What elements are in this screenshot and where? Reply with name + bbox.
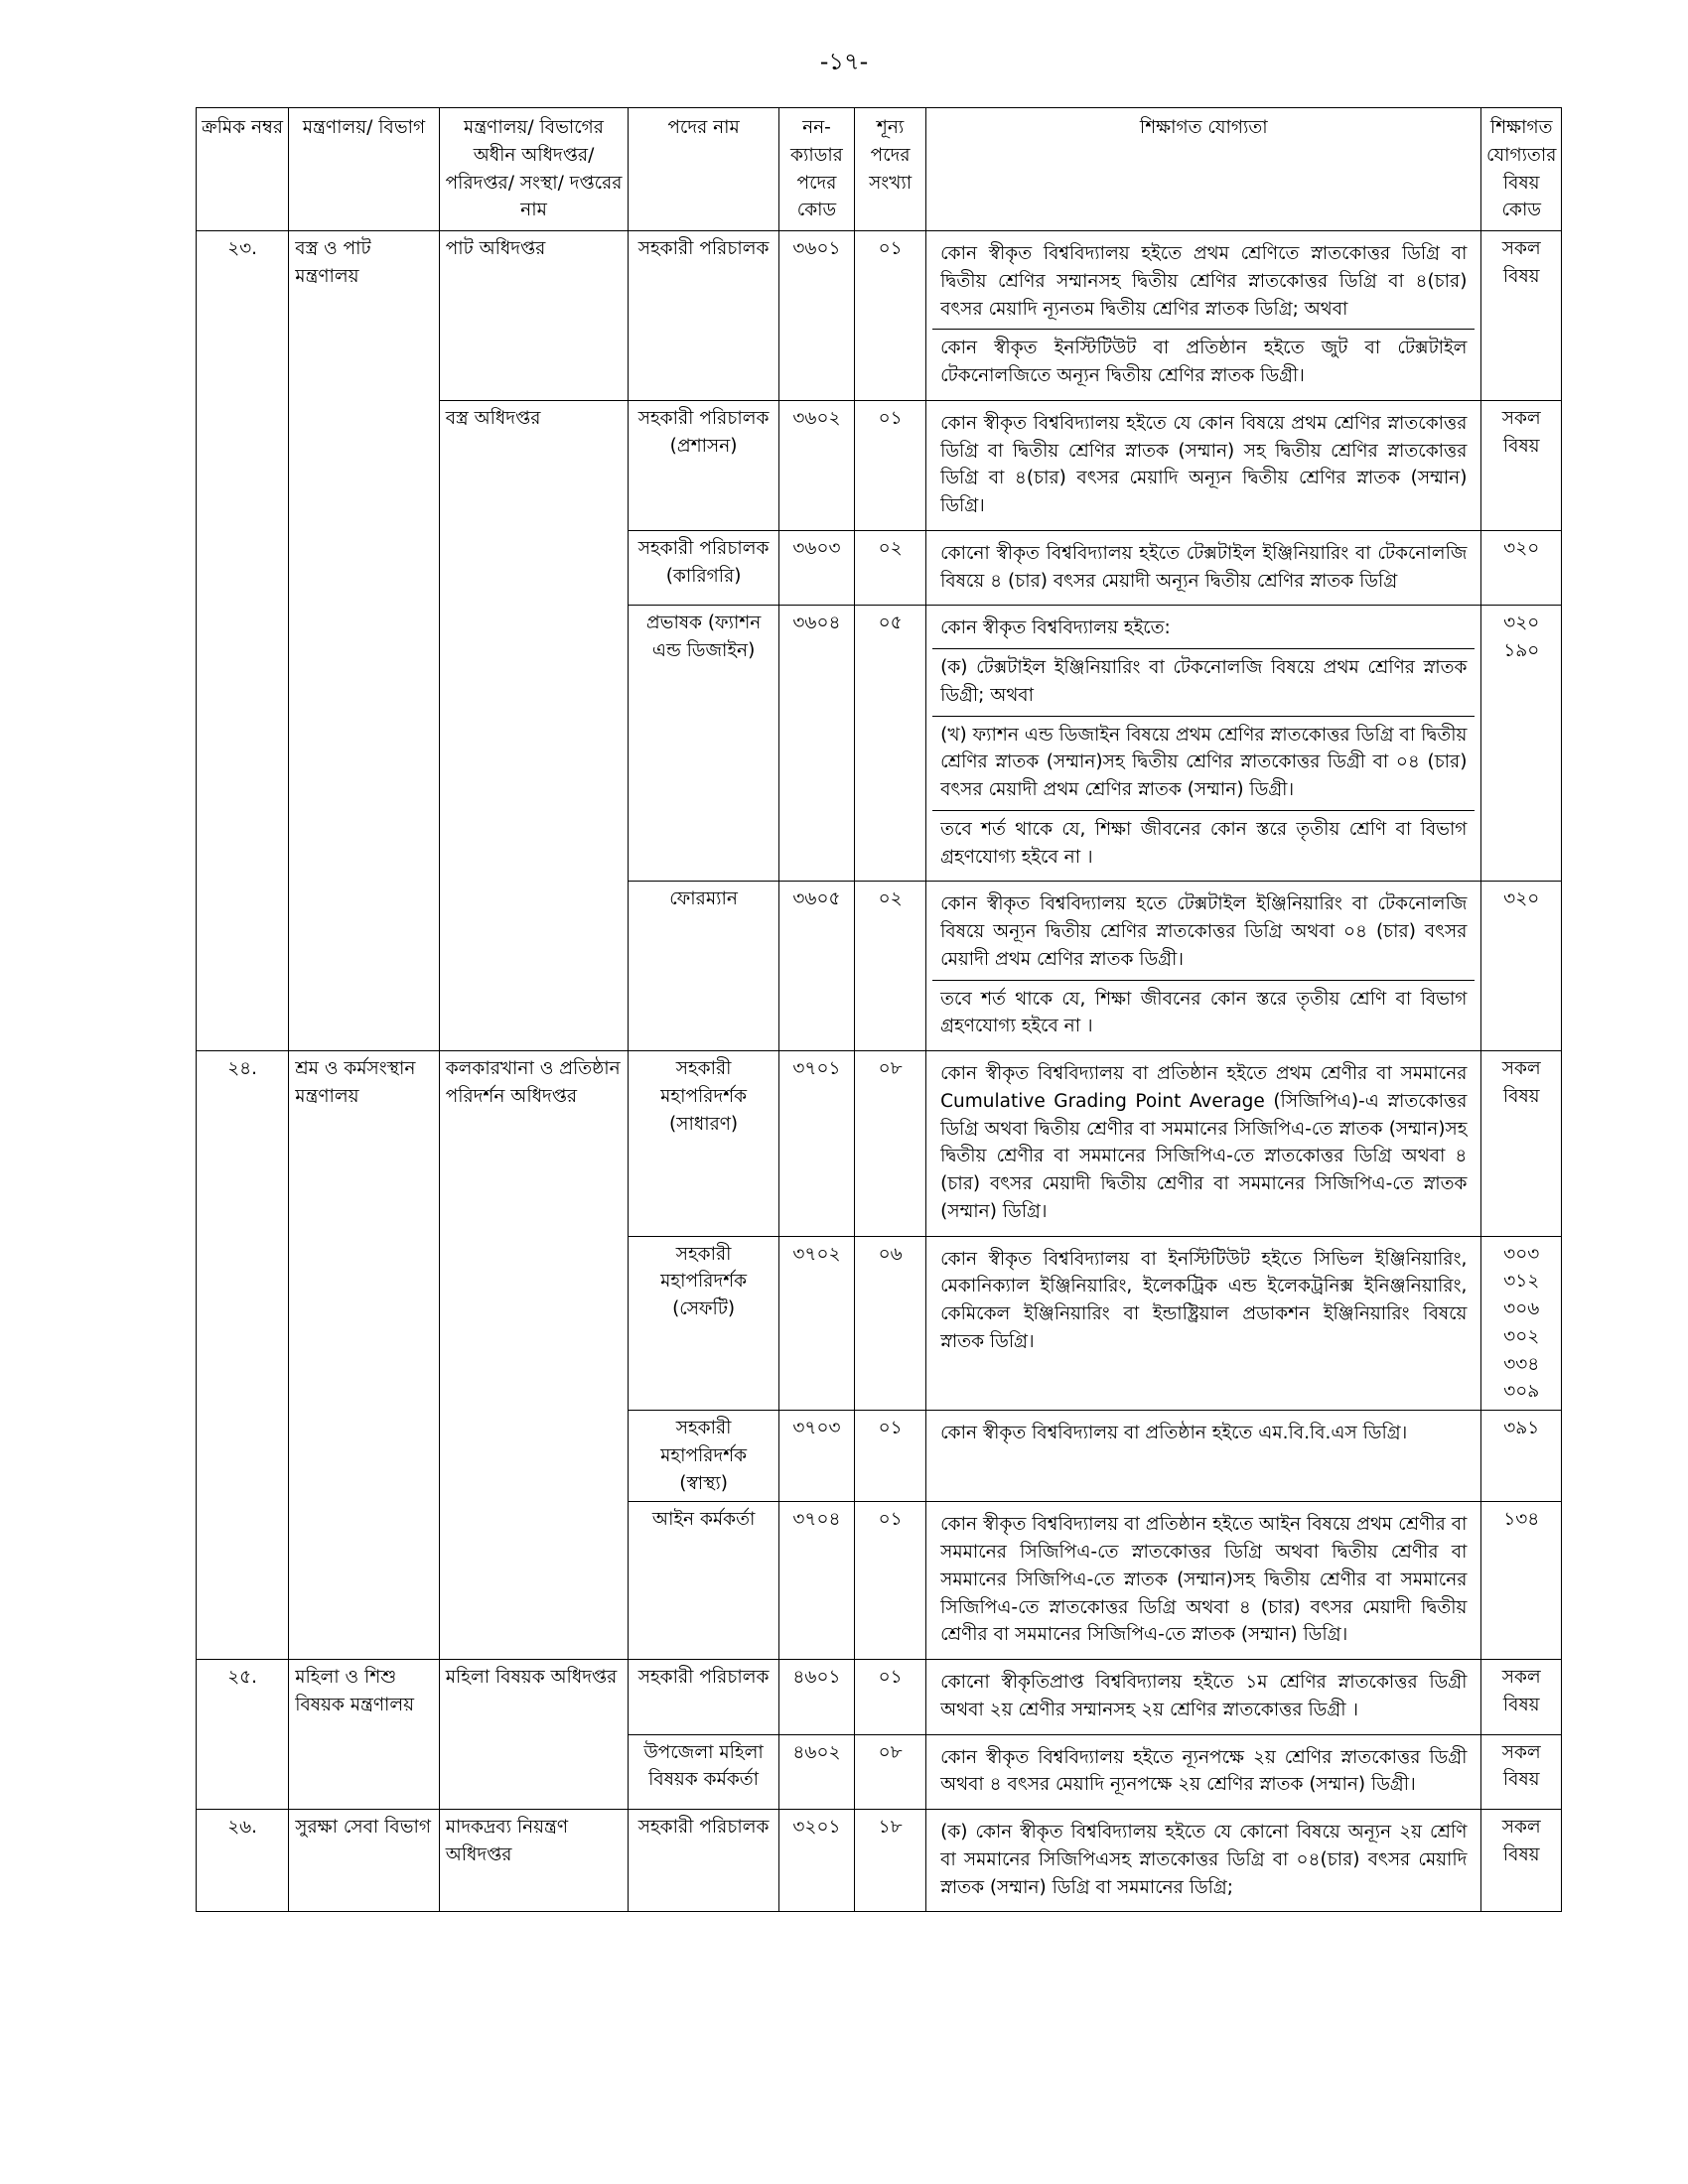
qualification-cell <box>926 1660 1481 1735</box>
subject-code-cell <box>1481 1236 1562 1411</box>
serial-cell: ২৬. <box>197 1810 289 1912</box>
qualification-paragraph: কোন স্বীকৃত বিশ্ববিদ্যালয় বা ইনস্টিটিউট হইতে সিভিল ইঞ্জিনিয়ারিং, মেকানিক্যাল ইঞ্জিনিয়ারিং, ইলেকট্রিক এন্ড ইলেকট্রনিক্স ইনিঞ্জনিয়ারিং, কেমিকেল ইঞ্জিনিয়ারিং বা ইন্ডাষ্ট্রিয়াল প্রডাকশন ইঞ্জিনিয়ারিং বিষয়ে স্নাতক ডিগ্রি। <box>940 1248 1468 1352</box>
subject-code: সকল বিষয় <box>1501 1667 1541 1715</box>
department-cell: মহিলা বিষয়ক অধিদপ্তর <box>439 1660 629 1810</box>
subject-code-cell <box>1481 231 1562 401</box>
qualification-paragraph: কোন স্বীকৃত বিশ্ববিদ্যালয় হইতে প্রথম শ্রেণিতে স্নাতকোত্তর ডিগ্রি বা দ্বিতীয় শ্রেণির সম্মানসহ দ্বিতীয় শ্রেণির স্নাতকোত্তর ডিগ্রি বা ৪(চার) বৎসর মেয়াদি ন্যূনতম দ্বিতীয় শ্রেণির স্নাতক ডিগ্রি; অথবা <box>940 243 1468 320</box>
subject-code: ৩২০ <box>1503 613 1540 634</box>
ministry-cell: বস্ত্র ও পাট মন্ত্রণালয় <box>289 231 439 1051</box>
qualification-paragraph: (খ) ফ্যাশন এন্ড ডিজাইন বিষয়ে প্রথম শ্রেণির স্নাতকোত্তর ডিগ্রি বা দ্বিতীয় শ্রেণির স্নাতক (সম্মান)সহ দ্বিতীয় শ্রেণির স্নাতকোত্তর ডিগ্রী বা ০৪ (চার) বৎসর মেয়াদী প্রথম শ্রেণির স্নাতক (সম্মান) ডিগ্রী। <box>932 716 1475 810</box>
table-row <box>197 231 1562 401</box>
post-code-cell: ৪৬০১ <box>778 1660 854 1735</box>
vacancy-cell: ১৮ <box>855 1810 926 1912</box>
subject-code-cell <box>1481 1411 1562 1502</box>
subject-code: সকল বিষয় <box>1501 1817 1541 1865</box>
qualification-paragraph: কোন স্বীকৃত বিশ্ববিদ্যালয় হইতে ন্যূনপক্ষে ২য় শ্রেণির স্নাতকোত্তর ডিগ্রী অথবা ৪ বৎসর মেয়াদি ন্যূনপক্ষে ২য় শ্রেণির স্নাতক (সম্মান) ডিগ্রী। <box>940 1746 1468 1796</box>
header-qualification: শিক্ষাগত যোগ্যতা <box>926 108 1481 231</box>
post-code-cell: ৩৬০৫ <box>778 882 854 1051</box>
ministry-cell: সুরক্ষা সেবা বিভাগ <box>289 1810 439 1912</box>
vacancy-cell: ০১ <box>855 231 926 401</box>
subject-code: ৩২০ <box>1503 888 1540 910</box>
qualification-cell <box>926 1734 1481 1810</box>
subject-code-cell <box>1481 1660 1562 1735</box>
subject-code: সকল বিষয় <box>1501 1741 1541 1791</box>
post-title-cell: আইন কর্মকর্তা <box>629 1502 778 1660</box>
department-cell: মাদকদ্রব্য নিয়ন্ত্রণ অধিদপ্তর <box>439 1810 629 1912</box>
vacancy-cell: ০৮ <box>855 1051 926 1237</box>
department-cell: পাট অধিদপ্তর <box>439 231 629 401</box>
table-row <box>197 1810 1562 1912</box>
qualification-cell <box>926 1236 1481 1411</box>
subject-code: ৩৩৪ <box>1503 1353 1540 1375</box>
subject-code: ৩০৯ <box>1503 1381 1540 1403</box>
qualification-cell <box>926 400 1481 530</box>
header-vacancy: শূন্য পদের সংখ্যা <box>855 108 926 231</box>
post-title-cell: সহকারী পরিচালক <box>629 231 778 401</box>
post-title-cell: সহকারী পরিচালক (কারিগরি) <box>629 530 778 606</box>
post-title-cell: উপজেলা মহিলা বিষয়ক কর্মকর্তা <box>629 1734 778 1810</box>
qualification-paragraph: কোন স্বীকৃত বিশ্ববিদ্যালয় বা প্রতিষ্ঠান হইতে আইন বিষয়ে প্রথম শ্রেণীর বা সমমানের সিজিপিএ-তে স্নাতকোত্তর ডিগ্রি অথবা দ্বিতীয় শ্রেণীর বা সমমানের সিজিপিএ-তে স্নাতক (সম্মান)সহ দ্বিতীয় শ্রেণীর বা সমমানের সিজিপিএ-তে স্নাতকোত্তর ডিগ্রি অথবা ৪ (চার) বৎসর মেয়াদী দ্বিতীয় শ্রেণীর বা সমমানের সিজিপিএ-তে স্নাতক (সম্মান) ডিগ্রি। <box>940 1514 1468 1646</box>
vacancy-cell: ০১ <box>855 1502 926 1660</box>
subject-code: সকল বিষয় <box>1501 1058 1541 1107</box>
subject-code: ৩১২ <box>1503 1271 1540 1293</box>
post-title-cell: সহকারী পরিচালক <box>629 1810 778 1912</box>
department-cell: কলকারখানা ও প্রতিষ্ঠান পরিদর্শন অধিদপ্তর <box>439 1051 629 1660</box>
post-code-cell: ৩৭০৪ <box>778 1502 854 1660</box>
vacancy-cell: ০৫ <box>855 606 926 882</box>
serial-cell: ২৩. <box>197 231 289 1051</box>
qualification-paragraph: কোন স্বীকৃত ইনস্টিটিউট বা প্রতিষ্ঠান হইতে জুট বা টেক্সটাইল টেকনোলজিতে অন্যূন দ্বিতীয় শ্রেণির স্নাতক ডিগ্রী। <box>932 329 1475 396</box>
post-code-cell: ৩৬০৩ <box>778 530 854 606</box>
subject-code-cell <box>1481 1810 1562 1912</box>
qualification-paragraph: কোন স্বীকৃত বিশ্ববিদ্যালয় হতে টেক্সটাইল ইঞ্জিনিয়ারিং বা টেকনোলজি বিষয়ে অন্যূন দ্বিতীয় শ্রেণির স্নাতকোত্তর ডিগ্রি অথবা ০৪ (চার) বৎসর মেয়াদী প্রথম শ্রেণির স্নাতক ডিগ্রী। <box>940 893 1468 970</box>
post-code-cell: ৩৬০১ <box>778 231 854 401</box>
ministry-cell: শ্রম ও কর্মসংস্থান মন্ত্রণালয় <box>289 1051 439 1660</box>
post-code-cell: ৩৭০১ <box>778 1051 854 1237</box>
table-row <box>197 1051 1562 1237</box>
vacancy-cell: ০৮ <box>855 1734 926 1810</box>
qualification-cell <box>926 231 1481 401</box>
page-number: -১৭- <box>819 48 869 75</box>
qualification-cell <box>926 606 1481 882</box>
post-code-cell: ৩৬০৪ <box>778 606 854 882</box>
header-department: মন্ত্রণালয়/ বিভাগের অধীন অধিদপ্তর/ পরিদপ্তর/ সংস্থা/ দপ্তরের নাম <box>439 108 629 231</box>
qualification-cell <box>926 1411 1481 1502</box>
qualification-paragraph: কোনো স্বীকৃত বিশ্ববিদ্যালয় হইতে টেক্সটাইল ইঞ্জিনিয়ারিং বা টেকনোলজি বিষয়ে ৪ (চার) বৎসর মেয়াদী অন্যূন দ্বিতীয় শ্রেণির স্নাতক ডিগ্রি <box>940 542 1468 592</box>
table-body <box>197 231 1562 1912</box>
qualification-paragraph: তবে শর্ত থাকে যে, শিক্ষা জীবনের কোন স্তরে তৃতীয় শ্রেণি বা বিভাগ গ্রহণযোগ্য হইবে না । <box>932 810 1475 878</box>
post-title-cell: সহকারী পরিচালক <box>629 1660 778 1735</box>
subject-code: ৩০২ <box>1503 1325 1540 1347</box>
post-code-cell: ৪৬০২ <box>778 1734 854 1810</box>
subject-code: ১৯০ <box>1503 640 1540 661</box>
post-code-cell: ৩৭০২ <box>778 1236 854 1411</box>
qualification-paragraph: তবে শর্ত থাকে যে, শিক্ষা জীবনের কোন স্তরে তৃতীয় শ্রেণি বা বিভাগ গ্রহণযোগ্য হইবে না । <box>932 980 1475 1047</box>
subject-code-cell <box>1481 606 1562 882</box>
vacancy-cell: ০২ <box>855 882 926 1051</box>
header-ministry: মন্ত্রণালয়/ বিভাগ <box>289 108 439 231</box>
qualification-paragraph: কোনো স্বীকৃতিপ্রাপ্ত বিশ্ববিদ্যালয় হইতে ১ম শ্রেণির স্নাতকোত্তর ডিগ্রী অথবা ২য় শ্রেণীর সম্মানসহ ২য় শ্রেণির স্নাতকোত্তর ডিগ্রী । <box>940 1672 1468 1720</box>
table-row <box>197 1660 1562 1735</box>
subject-code-cell <box>1481 1734 1562 1810</box>
subject-code: ৩২০ <box>1503 537 1540 559</box>
post-title-cell: সহকারী পরিচালক (প্রশাসন) <box>629 400 778 530</box>
post-title-cell: সহকারী মহাপরিদর্শক (সেফটি) <box>629 1236 778 1411</box>
vacancy-cell: ০২ <box>855 530 926 606</box>
vacancy-cell: ০১ <box>855 1411 926 1502</box>
qualification-cell <box>926 530 1481 606</box>
subject-code: ৩৯১ <box>1503 1418 1540 1438</box>
post-title-cell: সহকারী মহাপরিদর্শক (সাধারণ) <box>629 1051 778 1237</box>
post-title-cell: প্রভাষক (ফ্যাশন এন্ড ডিজাইন) <box>629 606 778 882</box>
subject-code-cell <box>1481 1051 1562 1237</box>
qualification-paragraph: কোন স্বীকৃত বিশ্ববিদ্যালয় বা প্রতিষ্ঠান হইতে প্রথম শ্রেণীর বা সমমানের Cumulative Grading Point Average (সিজিপিএ)-এ স্নাতকোত্তর ডিগ্রি অথবা দ্বিতীয় শ্রেণীর বা সমমানের সিজিপিএ-তে স্নাতক (সম্মান)সহ দ্বিতীয় শ্রেণীর বা সমমানের সিজিপিএ-তে স্নাতকোত্তর ডিগ্রি অথবা ৪ (চার) বৎসর মেয়াদী দ্বিতীয় শ্রেণীর বা সমমানের সিজিপিএ-তে স্নাতক (সম্মান) ডিগ্রি। <box>940 1063 1468 1222</box>
department-cell: বস্ত্র অধিদপ্তর <box>439 400 629 1050</box>
post-code-cell: ৩২০১ <box>778 1810 854 1912</box>
post-code-cell: ৩৭০৩ <box>778 1411 854 1502</box>
vacancy-cell: ০১ <box>855 1660 926 1735</box>
qualification-paragraph: কোন স্বীকৃত বিশ্ববিদ্যালয় হইতে যে কোন বিষয়ে প্রথম শ্রেণির স্নাতকোত্তর ডিগ্রি বা দ্বিতীয় শ্রেণির স্নাতক (সম্মান) সহ দ্বিতীয় শ্রেণির স্নাতকোত্তর ডিগ্রি বা ৪(চার) বৎসর মেয়াদি অন্যূন দ্বিতীয় শ্রেণির স্নাতক (সম্মান) ডিগ্রি। <box>940 412 1468 516</box>
post-title-cell: ফোরম্যান <box>629 882 778 1051</box>
subject-code-cell <box>1481 1502 1562 1660</box>
post-title-cell: সহকারী মহাপরিদর্শক (স্বাস্থ্য) <box>629 1411 778 1502</box>
header-row <box>197 108 1562 231</box>
subject-code: সকল বিষয় <box>1501 238 1541 287</box>
subject-code: ৩০৩ <box>1503 1243 1540 1265</box>
subject-code: সকল বিষয় <box>1501 407 1541 457</box>
post-code-cell: ৩৬০২ <box>778 400 854 530</box>
serial-cell: ২৫. <box>197 1660 289 1810</box>
header-subject-code: শিক্ষাগত যোগ্যতার বিষয় কোড <box>1481 108 1562 231</box>
subject-code-cell <box>1481 530 1562 606</box>
qualification-paragraph: (ক) টেক্সটাইল ইঞ্জিনিয়ারিং বা টেকনোলজি বিষয়ে প্রথম শ্রেণির স্নাতক ডিগ্রী; অথবা <box>932 648 1475 716</box>
ministry-cell: মহিলা ও শিশু বিষয়ক মন্ত্রণালয় <box>289 1660 439 1810</box>
subject-code: ৩০৬ <box>1503 1298 1540 1319</box>
qualification-paragraph: কোন স্বীকৃত বিশ্ববিদ্যালয় বা প্রতিষ্ঠান হইতে এম.বি.বি.এস ডিগ্রি। <box>940 1423 1408 1443</box>
recruitment-table <box>196 107 1562 1912</box>
subject-code-cell <box>1481 882 1562 1051</box>
subject-code: ১৩৪ <box>1503 1509 1540 1531</box>
subject-code-cell <box>1481 400 1562 530</box>
qualification-cell <box>926 882 1481 1051</box>
qualification-cell <box>926 1502 1481 1660</box>
header-post: পদের নাম <box>629 108 778 231</box>
vacancy-cell: ০৬ <box>855 1236 926 1411</box>
qualification-paragraph: কোন স্বীকৃত বিশ্ববিদ্যালয় হইতে: <box>940 617 1171 639</box>
header-post-code: নন-ক্যাডার পদের কোড <box>778 108 854 231</box>
qualification-cell <box>926 1810 1481 1912</box>
qualification-cell <box>926 1051 1481 1237</box>
qualification-paragraph: (ক) কোন স্বীকৃত বিশ্ববিদ্যালয় হইতে যে কোনো বিষয়ে অন্যূন ২য় শ্রেণি বা সমমানের সিজিপিএসহ স্নাতকোত্তর ডিগ্রি বা ০৪(চার) বৎসর মেয়াদি স্নাতক (সম্মান) ডিগ্রি বা সমমানের ডিগ্রি; <box>940 1822 1468 1898</box>
serial-cell: ২৪. <box>197 1051 289 1660</box>
header-serial: ক্রমিক নম্বর <box>197 108 289 231</box>
vacancy-cell: ০১ <box>855 400 926 530</box>
